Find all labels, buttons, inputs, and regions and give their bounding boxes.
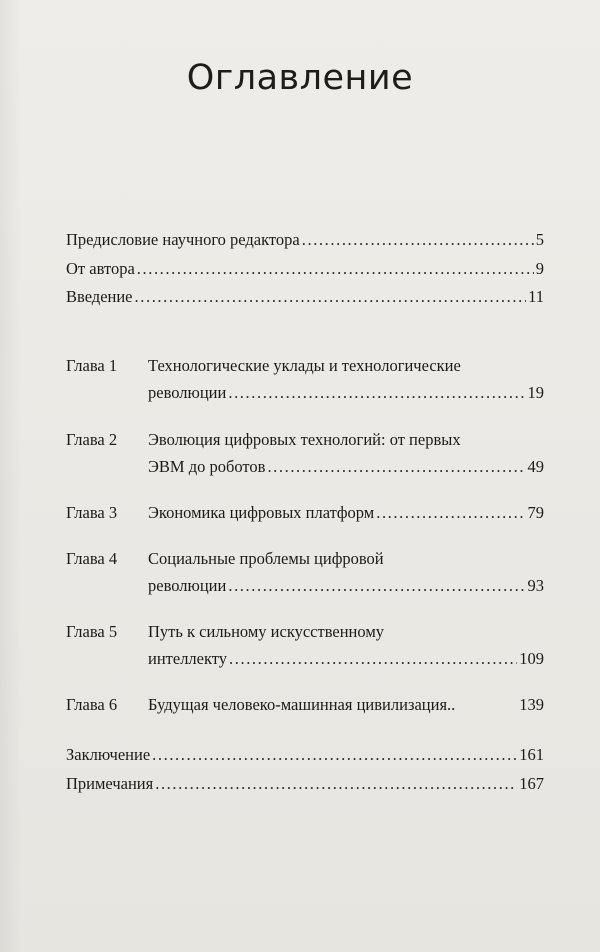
toc-page-number: 79	[527, 503, 544, 522]
toc-entry-label: Примечания	[66, 774, 154, 793]
chapter-label: Глава 4	[66, 549, 118, 568]
toc-page-number: 19	[527, 383, 544, 402]
chapter-title: Экономика цифровых платформ	[148, 503, 375, 522]
toc-page-number: 49	[527, 457, 544, 476]
toc-entry-label: Заключение	[66, 745, 151, 764]
toc-entry-label: От автора	[66, 259, 135, 278]
chapter-title-line2: интеллекту	[148, 649, 228, 668]
toc-leader-dots	[267, 453, 525, 480]
chapter-title-line2: ЭВМ до роботов	[148, 457, 266, 476]
toc-leader-dots	[376, 499, 525, 526]
toc-page-number: 161	[519, 745, 544, 764]
toc-entry-label: Предисловие научного редактора	[66, 230, 300, 249]
chapter-label: Глава 2	[66, 430, 118, 449]
toc-leader-dots	[137, 255, 534, 282]
toc-entry-label: Введение	[66, 287, 133, 306]
toc-page-number: 5	[535, 230, 544, 249]
chapter-label: Глава 1	[66, 356, 118, 375]
toc-entry-notes[interactable]	[66, 770, 544, 797]
toc-entry-preface[interactable]	[66, 226, 544, 253]
toc-leader-dots	[228, 379, 525, 406]
chapter-title-line2: революции	[148, 383, 227, 402]
toc-page-number: 11	[528, 287, 544, 306]
chapter-label: Глава 6	[66, 695, 118, 714]
toc-page-number: 167	[519, 774, 544, 793]
chapter-title: Будущая человеко-машинная цивилизация..	[148, 695, 456, 714]
chapter-title-line1: Эволюция цифровых технологий: от первых	[148, 430, 461, 449]
toc-page-number: 93	[527, 576, 544, 595]
chapter-title-line2: революции	[148, 576, 227, 595]
toc-entry-conclusion[interactable]	[66, 741, 544, 768]
toc-leader-dots	[229, 645, 517, 672]
toc-page-number: 139	[519, 695, 544, 714]
toc-leader-dots	[155, 770, 517, 797]
toc-leader-dots	[135, 283, 527, 310]
toc-entry-author[interactable]	[66, 255, 544, 282]
chapter-title-line1: Путь к сильному искусственному	[148, 622, 385, 641]
toc-entry-introduction[interactable]	[66, 283, 544, 310]
toc-leader-dots	[228, 572, 525, 599]
chapter-title-line1: Технологические уклады и технологические	[148, 356, 461, 375]
chapter-title-line1: Социальные проблемы цифровой	[148, 549, 384, 568]
chapter-label: Глава 3	[66, 503, 118, 522]
toc-page-number: 109	[519, 649, 544, 668]
toc-leader-dots	[152, 741, 517, 768]
chapter-label: Глава 5	[66, 622, 118, 641]
page-title: Оглавление	[186, 58, 414, 98]
toc-page-number: 9	[535, 259, 544, 278]
toc-leader-dots	[302, 226, 534, 253]
